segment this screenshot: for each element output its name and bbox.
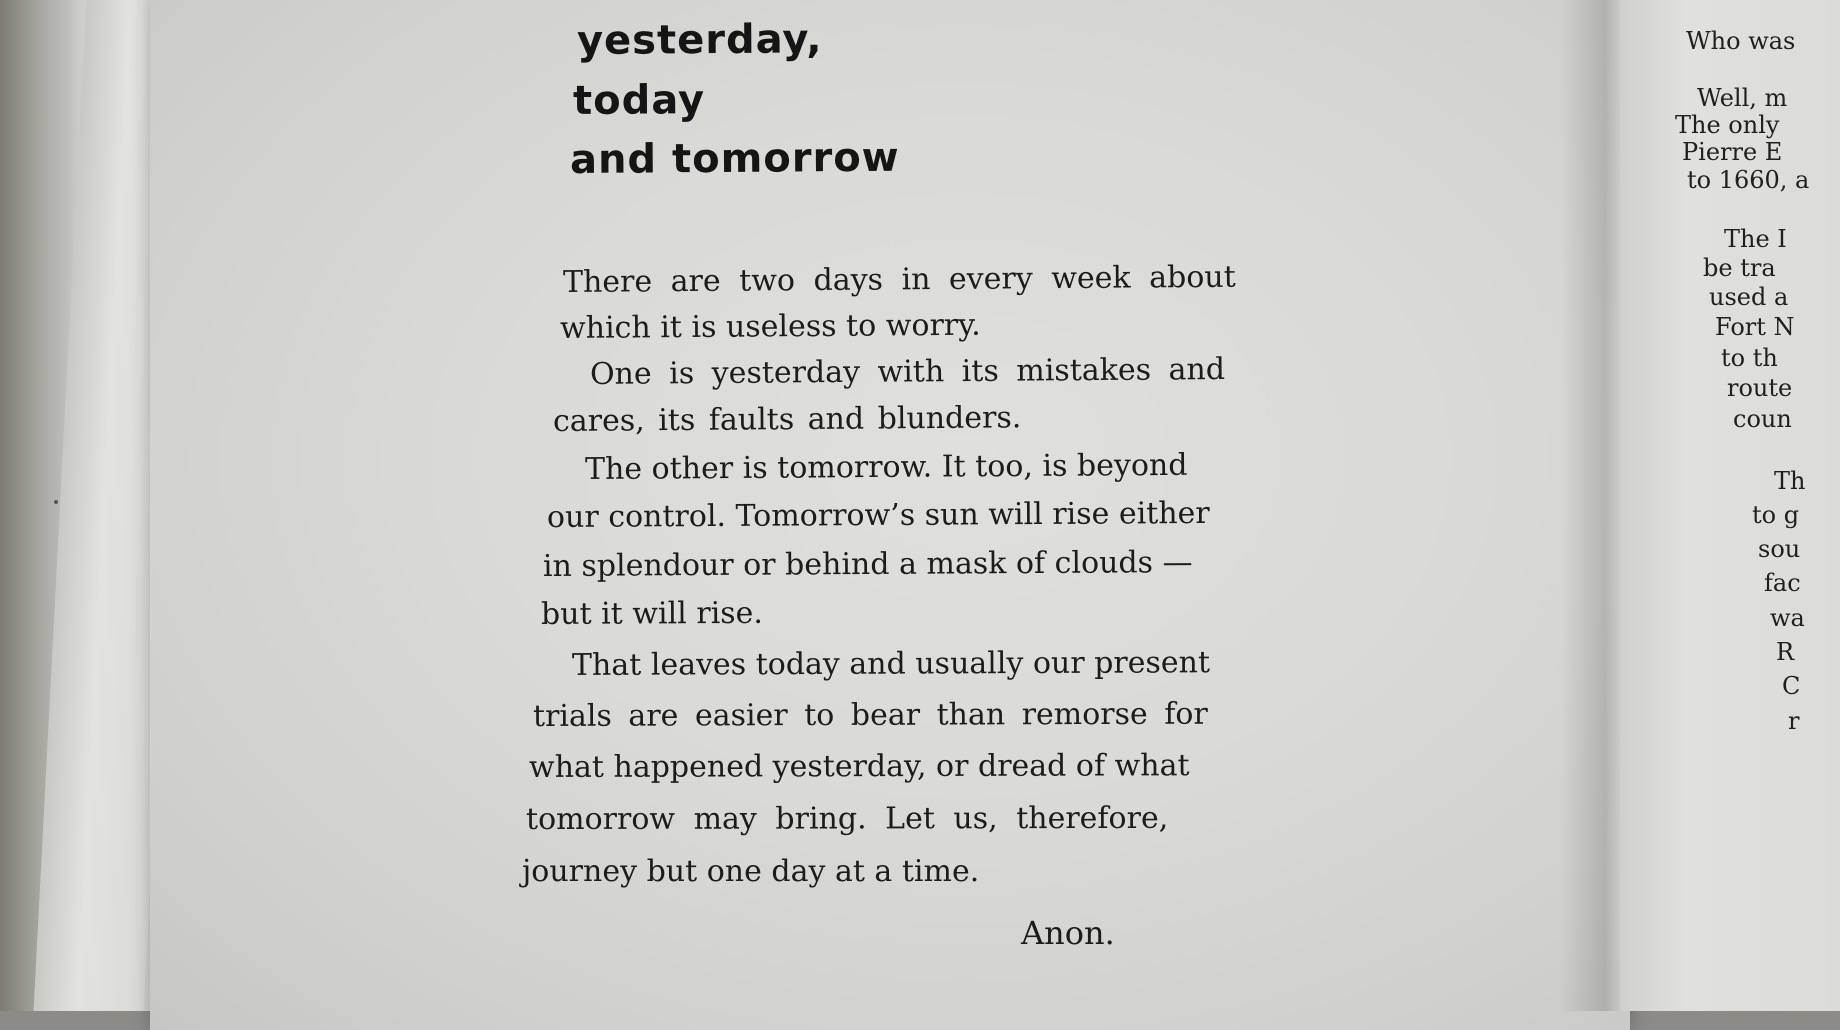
facing-text-7: be tra <box>1703 254 1776 282</box>
dust-speck <box>54 500 58 504</box>
body-line-11: what happened yesterday, or dread of what <box>528 748 1190 785</box>
facing-text-17: wa <box>1770 604 1805 632</box>
facing-text-8: used a <box>1709 283 1789 311</box>
facing-text-6: The I <box>1724 225 1787 253</box>
facing-text-14: to g <box>1752 501 1800 529</box>
facing-text-19: C <box>1782 672 1801 700</box>
body-line-13: journey but one day at a time. <box>522 854 980 889</box>
facing-text-10: to th <box>1721 344 1778 372</box>
title-line-3: and tomorrow <box>569 134 900 183</box>
body-line-8: but it will rise. <box>540 595 764 632</box>
facing-text-18: R <box>1776 638 1795 666</box>
body-line-3: One is yesterday with its mistakes and <box>589 352 1226 392</box>
body-line-9: That leaves today and usually our present <box>571 645 1211 683</box>
facing-text-16: fac <box>1764 569 1801 597</box>
facing-text-3: The only <box>1675 111 1780 139</box>
author-signature: Anon. <box>1021 914 1115 952</box>
facing-text-1: Who was <box>1686 27 1796 55</box>
facing-text-12: coun <box>1733 405 1792 433</box>
body-line-10: trials are easier to bear than remorse for <box>532 696 1208 734</box>
body-line-5: The other is tomorrow. It too, is beyond <box>584 447 1188 487</box>
body-line-2: which it is useless to worry. <box>559 307 981 346</box>
title-line-2: today <box>572 77 706 124</box>
facing-text-15: sou <box>1758 535 1801 563</box>
facing-text-9: Fort N <box>1715 313 1795 341</box>
body-line-12: tomorrow may bring. Let us, therefore, <box>525 800 1169 837</box>
body-line-6: our control. Tomorrow’s sun will rise either <box>546 495 1210 535</box>
facing-text-5: to 1660, a <box>1687 166 1810 194</box>
facing-text-4: Pierre E <box>1682 138 1783 166</box>
body-line-4: cares, its faults and blunders. <box>552 400 1022 439</box>
title-line-1: yesterday, <box>576 16 823 64</box>
body-line-7: in splendour or behind a mask of clouds — <box>542 545 1193 584</box>
facing-text-13: Th <box>1774 467 1806 495</box>
facing-text-11: route <box>1727 374 1793 402</box>
facing-text-20: r <box>1788 707 1800 735</box>
body-line-1: There are two days in every week about <box>562 259 1236 300</box>
facing-text-2: Well, m <box>1697 84 1788 112</box>
